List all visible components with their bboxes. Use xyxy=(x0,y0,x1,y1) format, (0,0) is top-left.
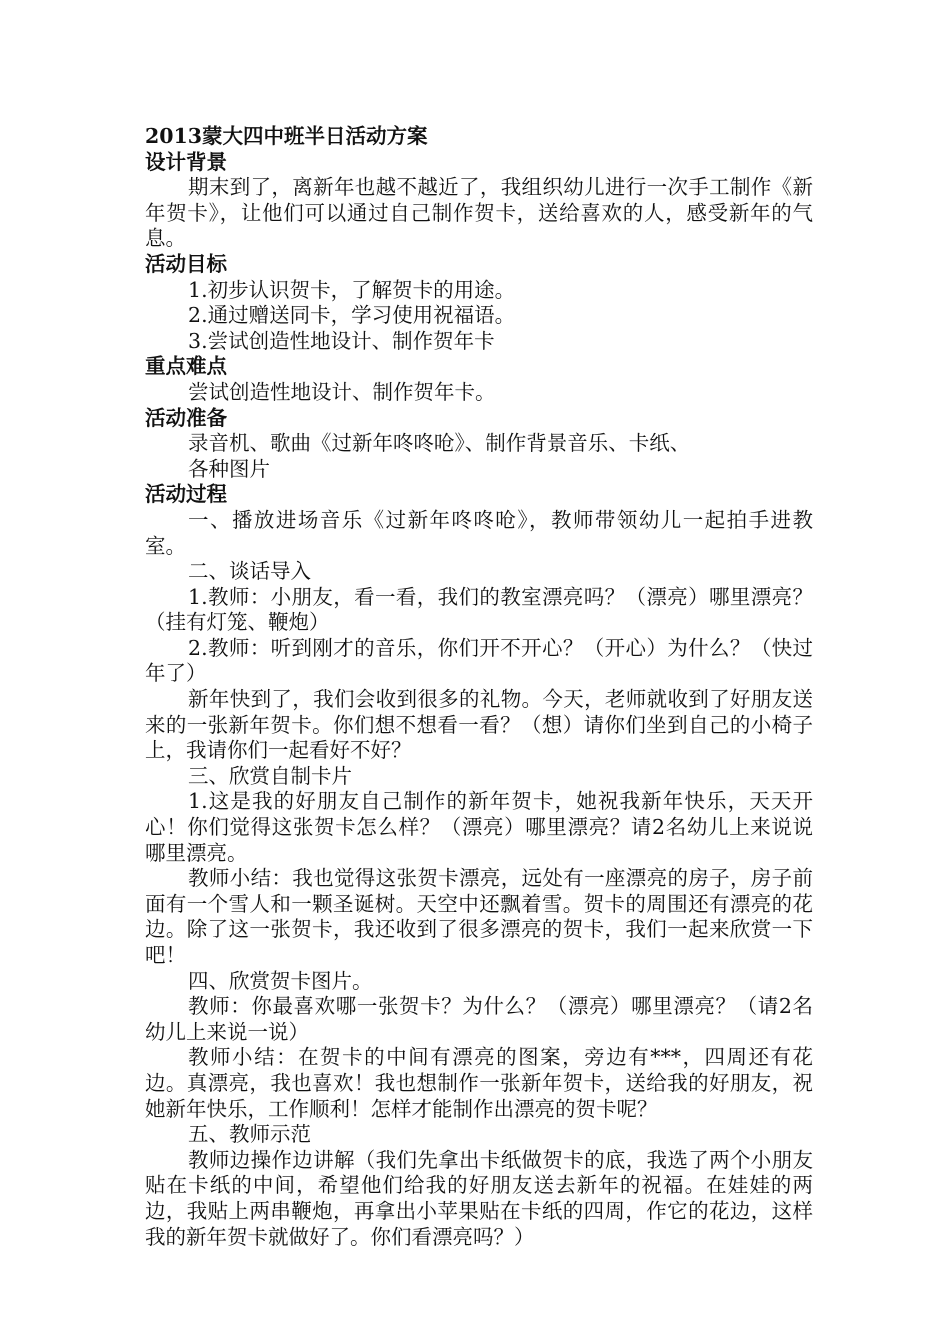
subheading: 五、教师示范 xyxy=(188,1122,312,1147)
paragraph: 教师小结：在贺卡的中间有漂亮的图案，旁边有***，四周还有花边。真漂亮，我也喜欢！我也想制作一张新年贺卡，送给我的好朋友，祝她新年快乐，工作顺利！怎样才能制作出漂亮的贺卡呢？ xyxy=(145,1045,813,1121)
paragraph: 2.教师：听到刚才的音乐，你们开不开心？（开心）为什么？（快过年了） xyxy=(145,635,813,686)
paragraph: 教师边操作边讲解（我们先拿出卡纸做贺卡的底，我选了两个小朋友贴在卡纸的中间，希望他们给我的好朋友送去新年的祝福。在娃娃的两边，我贴上两串鞭炮，再拿出小苹果贴在卡纸的四周，作它的花边，这样我的新年贺卡就做好了。你们看漂亮吗？） xyxy=(145,1147,813,1249)
paragraph: 1.教师：小朋友，看一看，我们的教室漂亮吗？（漂亮）哪里漂亮？（挂有灯笼、鞭炮） xyxy=(145,584,813,635)
paragraph: 新年快到了，我们会收到很多的礼物。今天，老师就收到了好朋友送来的一张新年贺卡。你们想不想看一看？（想）请你们坐到自己的小椅子上，我请你们一起看好不好？ xyxy=(145,687,813,763)
subheading: 二、谈话导入 xyxy=(188,559,312,584)
preparation-line: 录音机、歌曲《过新年咚咚呛》、制作背景音乐、卡纸、 xyxy=(188,431,691,456)
document-page xyxy=(145,124,813,1250)
goal-item: 2.通过赠送同卡，学习使用祝福语。 xyxy=(188,303,516,328)
subheading: 四、欣赏贺卡图片。 xyxy=(188,968,373,993)
subheading: 三、欣赏自制卡片 xyxy=(188,763,353,788)
goal-item: 3.尝试创造性地设计、制作贺年卡 xyxy=(188,328,495,353)
paragraph: 教师：你最喜欢哪一张贺卡？为什么？（漂亮）哪里漂亮？（请2名幼儿上来说一说） xyxy=(145,994,813,1044)
goal-item: 1.初步认识贺卡，了解贺卡的用途。 xyxy=(188,277,516,302)
preparation-line: 各种图片 xyxy=(188,456,271,481)
section-heading-background: 设计背景 xyxy=(145,149,227,174)
paragraph: 1.这是我的好朋友自己制作的新年贺卡，她祝我新年快乐，天天开心！你们觉得这张贺卡怎么样？（漂亮）哪里漂亮？请2名幼儿上来说说哪里漂亮。 xyxy=(145,789,813,865)
section-heading-preparation: 活动准备 xyxy=(145,405,227,430)
section-heading-goals: 活动目标 xyxy=(145,251,227,276)
paragraph: 期末到了，离新年也越不越近了，我组织幼儿进行一次手工制作《新年贺卡》，让他们可以通过自己制作贺卡，送给喜欢的人，感受新年的气息。 xyxy=(145,175,813,251)
paragraph: 教师小结：我也觉得这张贺卡漂亮，远处有一座漂亮的房子，房子前面有一个雪人和一颗圣诞树。天空中还飘着雪。贺卡的周围还有漂亮的花边。除了这一张贺卡，我还收到了很多漂亮的贺卡，我们一起来欣赏一下吧！ xyxy=(145,866,813,967)
section-heading-key-points: 重点难点 xyxy=(145,354,227,379)
paragraph: 尝试创造性地设计、制作贺年卡。 xyxy=(188,379,496,404)
section-heading-process: 活动过程 xyxy=(145,482,227,507)
document-title: 2013蒙大四中班半日活动方案 xyxy=(145,124,428,148)
paragraph: 一、播放进场音乐《过新年咚咚呛》，教师带领幼儿一起拍手进教室。 xyxy=(145,507,813,558)
